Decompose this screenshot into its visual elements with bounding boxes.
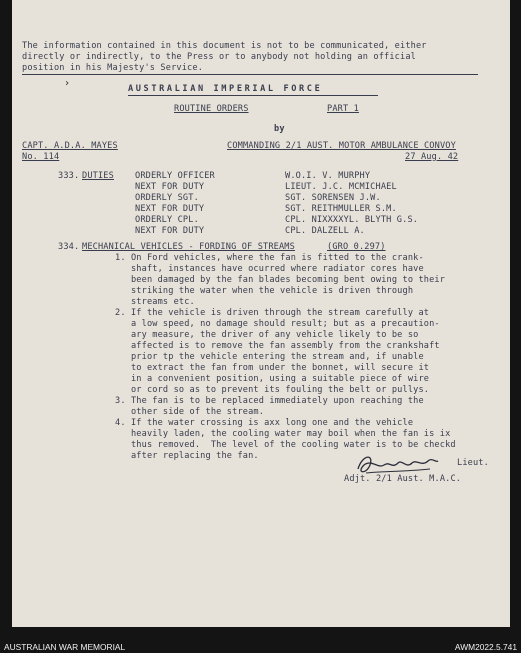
command-line: COMMANDING 2/1 AUST. MOTOR AMBULANCE CONVOY	[227, 141, 456, 151]
signatory-rank: Lieut.	[457, 458, 489, 468]
mech-item-4-line: 4. If the water crossing is axx long one and the vehicle	[115, 418, 414, 428]
duty-name: CPL. DALZELL A.	[285, 226, 365, 236]
force-title-underline	[128, 95, 378, 96]
footer-bar	[0, 627, 521, 653]
footer-reference: AWM2022.5.741	[454, 642, 517, 652]
duty-name: CPL. NIXXXXYL. BLYTH G.S.	[285, 215, 419, 225]
duties-heading: DUTIES	[82, 171, 114, 181]
handwritten-tick-mark: ›	[64, 78, 71, 89]
mech-item-1-line: shaft, instances have ocurred where radiator cores have	[115, 264, 424, 274]
mech-reference: (GRO 0.297)	[327, 242, 386, 252]
duty-role: ORDERLY CPL.	[135, 215, 199, 225]
order-number: No. 114	[22, 152, 60, 162]
mech-heading: MECHANICAL VEHICLES - FORDING OF STREAMS	[82, 242, 295, 252]
duty-name: SGT. REITHMULLER S.M.	[285, 204, 397, 214]
mech-item-4-line: after replacing the fan.	[115, 451, 259, 461]
mech-item-2-line: a low speed, no damage should result; but as a precaution-	[115, 319, 440, 329]
mech-item-4-line: thus removed. The level of the cooling water is to be checkd	[115, 440, 456, 450]
duty-role: NEXT FOR DUTY	[135, 182, 205, 192]
notice-line-1: The information contained in this document is not to be communicated, either	[22, 41, 427, 51]
mech-item-3-line: 3. The fan is to be replaced immediately upon reaching the	[115, 396, 424, 406]
duties-para-number: 333.	[58, 171, 80, 181]
signatory-title: Adjt. 2/1 Aust. M.A.C.	[344, 474, 462, 484]
mech-item-1-line: 1. On Ford vehicles, where the fan is fitted to the crank-	[115, 253, 424, 263]
mech-item-3-line: other side of the stream.	[115, 407, 265, 417]
order-date: 27 Aug. 42	[405, 152, 459, 162]
mech-item-2-line: to extract the fan from under the bonnet, will secure it	[115, 363, 430, 373]
mech-para-number: 334.	[58, 242, 80, 252]
duty-name: W.O.I. V. MURPHY	[285, 171, 371, 181]
mech-item-2-line: or cord so as to prevent its fouling the belt or pullys.	[115, 385, 430, 395]
footer-source: AUSTRALIAN WAR MEMORIAL	[4, 642, 126, 652]
duty-role: ORDERLY OFFICER	[135, 171, 215, 181]
mech-item-1-line: been damaged by the fan blades becoming bent owing to their	[115, 275, 446, 285]
mech-item-2-line: affected is to remove the fan assembly from the crankshaft	[115, 341, 440, 351]
notice-line-3: position in his Majesty's Service.	[22, 63, 204, 73]
mech-item-1-line: streams etc.	[115, 297, 195, 307]
routine-orders-title: ROUTINE ORDERS	[174, 104, 249, 114]
officer-name: CAPT. A.D.A. MAYES	[22, 141, 118, 151]
duty-role: NEXT FOR DUTY	[135, 226, 205, 236]
notice-line-2: directly or indirectly, to the Press or to anybody not holding an official	[22, 52, 416, 62]
mech-item-2-line: 2. If the vehicle is driven through the stream carefully at	[115, 308, 430, 318]
document-page	[12, 0, 510, 627]
force-title: AUSTRALIAN IMPERIAL FORCE	[128, 84, 323, 94]
mech-item-2-line: prior tp the vehicle entering the stream and, if unable	[115, 352, 424, 362]
part-label: PART 1	[327, 104, 359, 114]
mech-item-4-line: heavily laden, the cooling water may boil when the fan is ix	[115, 429, 451, 439]
mech-item-2-line: ary measure, the driver of any vehicle likely to be so	[115, 330, 419, 340]
mech-item-2-line: in a convenient position, using a suitable piece of wire	[115, 374, 430, 384]
by-label: by	[274, 124, 285, 134]
mech-item-1-line: striking the water when the vehicle is driven through	[115, 286, 414, 296]
duty-role: NEXT FOR DUTY	[135, 204, 205, 214]
duty-name: SGT. SORENSEN J.W.	[285, 193, 381, 203]
notice-rule	[22, 74, 478, 75]
duty-name: LIEUT. J.C. MCMICHAEL	[285, 182, 397, 192]
duty-role: ORDERLY SGT.	[135, 193, 199, 203]
